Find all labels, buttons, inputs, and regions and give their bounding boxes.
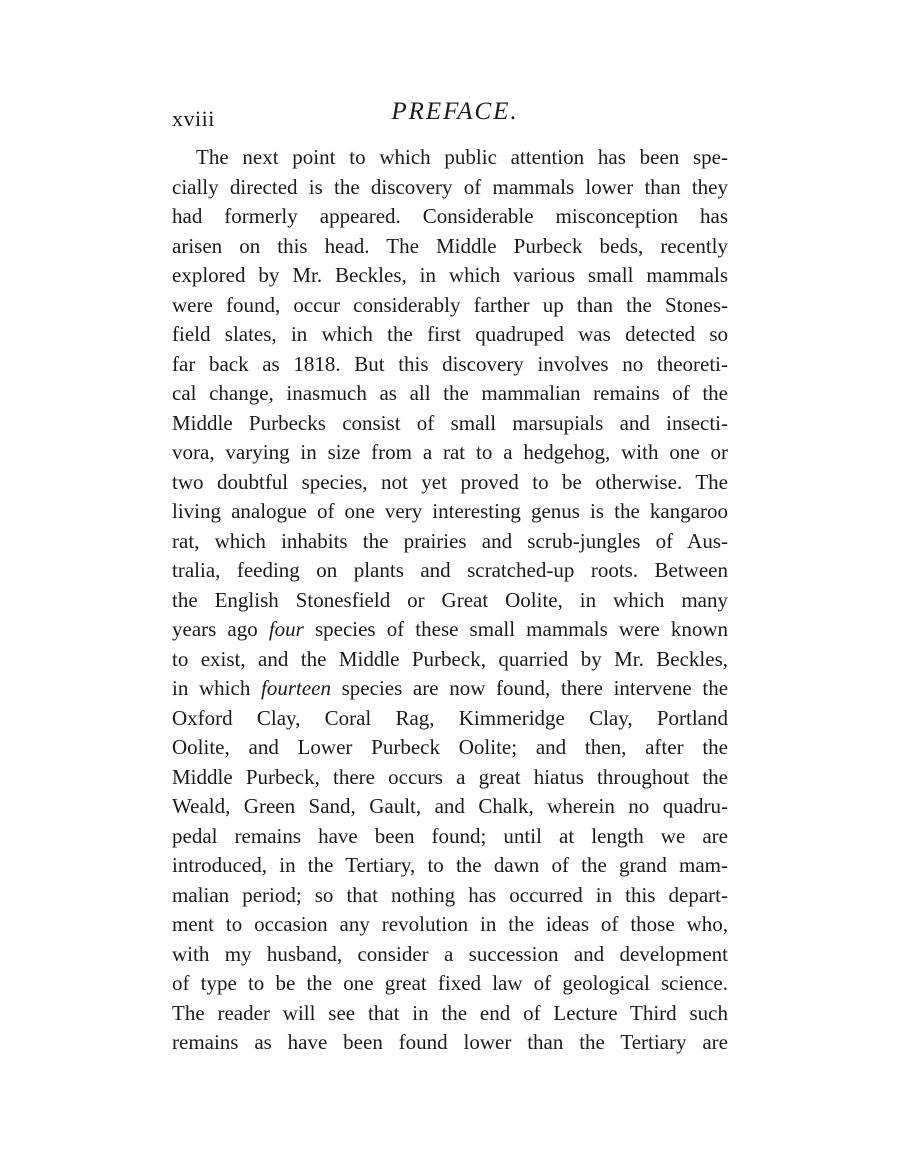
text-line: The reader will see that in the end of Lecture Third such [172, 1000, 728, 1025]
text-line: vora, varying in size from a rat to a hedgehog, with one or [172, 440, 728, 464]
text-line: far back as 1818. But this discovery involves no theoreti- [172, 351, 728, 376]
text-line: Middle Purbeck, there occurs a great hiatus throughout the [172, 764, 728, 789]
text-segment: years ago [172, 617, 269, 641]
text-line: ment to occasion any revolution in the ideas of those who, [172, 912, 728, 936]
text-line: Oolite, and Lower Purbeck Oolite; and then, after the [172, 735, 728, 759]
text-line: Weald, Green Sand, Gault, and Chalk, wherein no quadru- [172, 794, 728, 818]
text-line [172, 615, 728, 645]
text-line: the English Stonesfield or Great Oolite, in which many [172, 587, 728, 612]
text-line: had formerly appeared. Considerable misconception has [172, 204, 728, 228]
text-line: introduced, in the Tertiary, to the dawn of the grand mam- [172, 853, 728, 877]
text-line: tralia, feeding on plants and scratched-up roots. Between [172, 558, 728, 582]
text-line: cially directed is the discovery of mammals lower than they [172, 174, 728, 199]
text-line: malian period; so that nothing has occurred in this depart- [172, 882, 728, 907]
body-text [172, 143, 728, 1058]
text-line: explored by Mr. Beckles, in which various small mammals [172, 263, 728, 287]
italic-word: four [268, 617, 304, 641]
text-segment: species of these small mammals were known [303, 617, 728, 641]
text-line: with my husband, consider a succession and development [172, 941, 728, 966]
text-line: cal change, inasmuch as all the mammalian remains of the [172, 381, 728, 405]
text-line: of type to be the one great fixed law of geological science. [172, 971, 728, 995]
italic-word: fourteen [260, 676, 331, 700]
text-line: to exist, and the Middle Purbeck, quarried by Mr. Beckles, [172, 646, 728, 671]
text-line: were found, occur considerably farther up than the Stones- [172, 292, 728, 317]
running-title: PREFACE. [391, 98, 519, 125]
page-header [172, 96, 728, 136]
text-line: rat, which inhabits the prairies and scrub-jungles of Aus- [172, 528, 728, 553]
text-segment: species are now found, there intervene the [330, 676, 729, 700]
text-line: Middle Purbecks consist of small marsupials and insecti- [172, 410, 728, 435]
text-line: living analogue of one very interesting genus is the kangaroo [172, 499, 728, 523]
text-line: two doubtful species, not yet proved to be otherwise. The [172, 469, 728, 494]
page-number: xviii [172, 106, 215, 131]
text-segment: in which [172, 676, 261, 700]
text-line: pedal remains have been found; until at length we are [172, 823, 728, 848]
text-line: The next point to which public attention has been spe- [196, 145, 728, 169]
text-line [172, 674, 728, 704]
text-line: remains as have been found lower than the Tertiary are [172, 1030, 728, 1054]
text-line: Oxford Clay, Coral Rag, Kimmeridge Clay, Portland [172, 705, 728, 730]
text-line: field slates, in which the first quadruped was detected so [172, 322, 728, 346]
text-line: arisen on this head. The Middle Purbeck beds, recently [172, 233, 728, 258]
